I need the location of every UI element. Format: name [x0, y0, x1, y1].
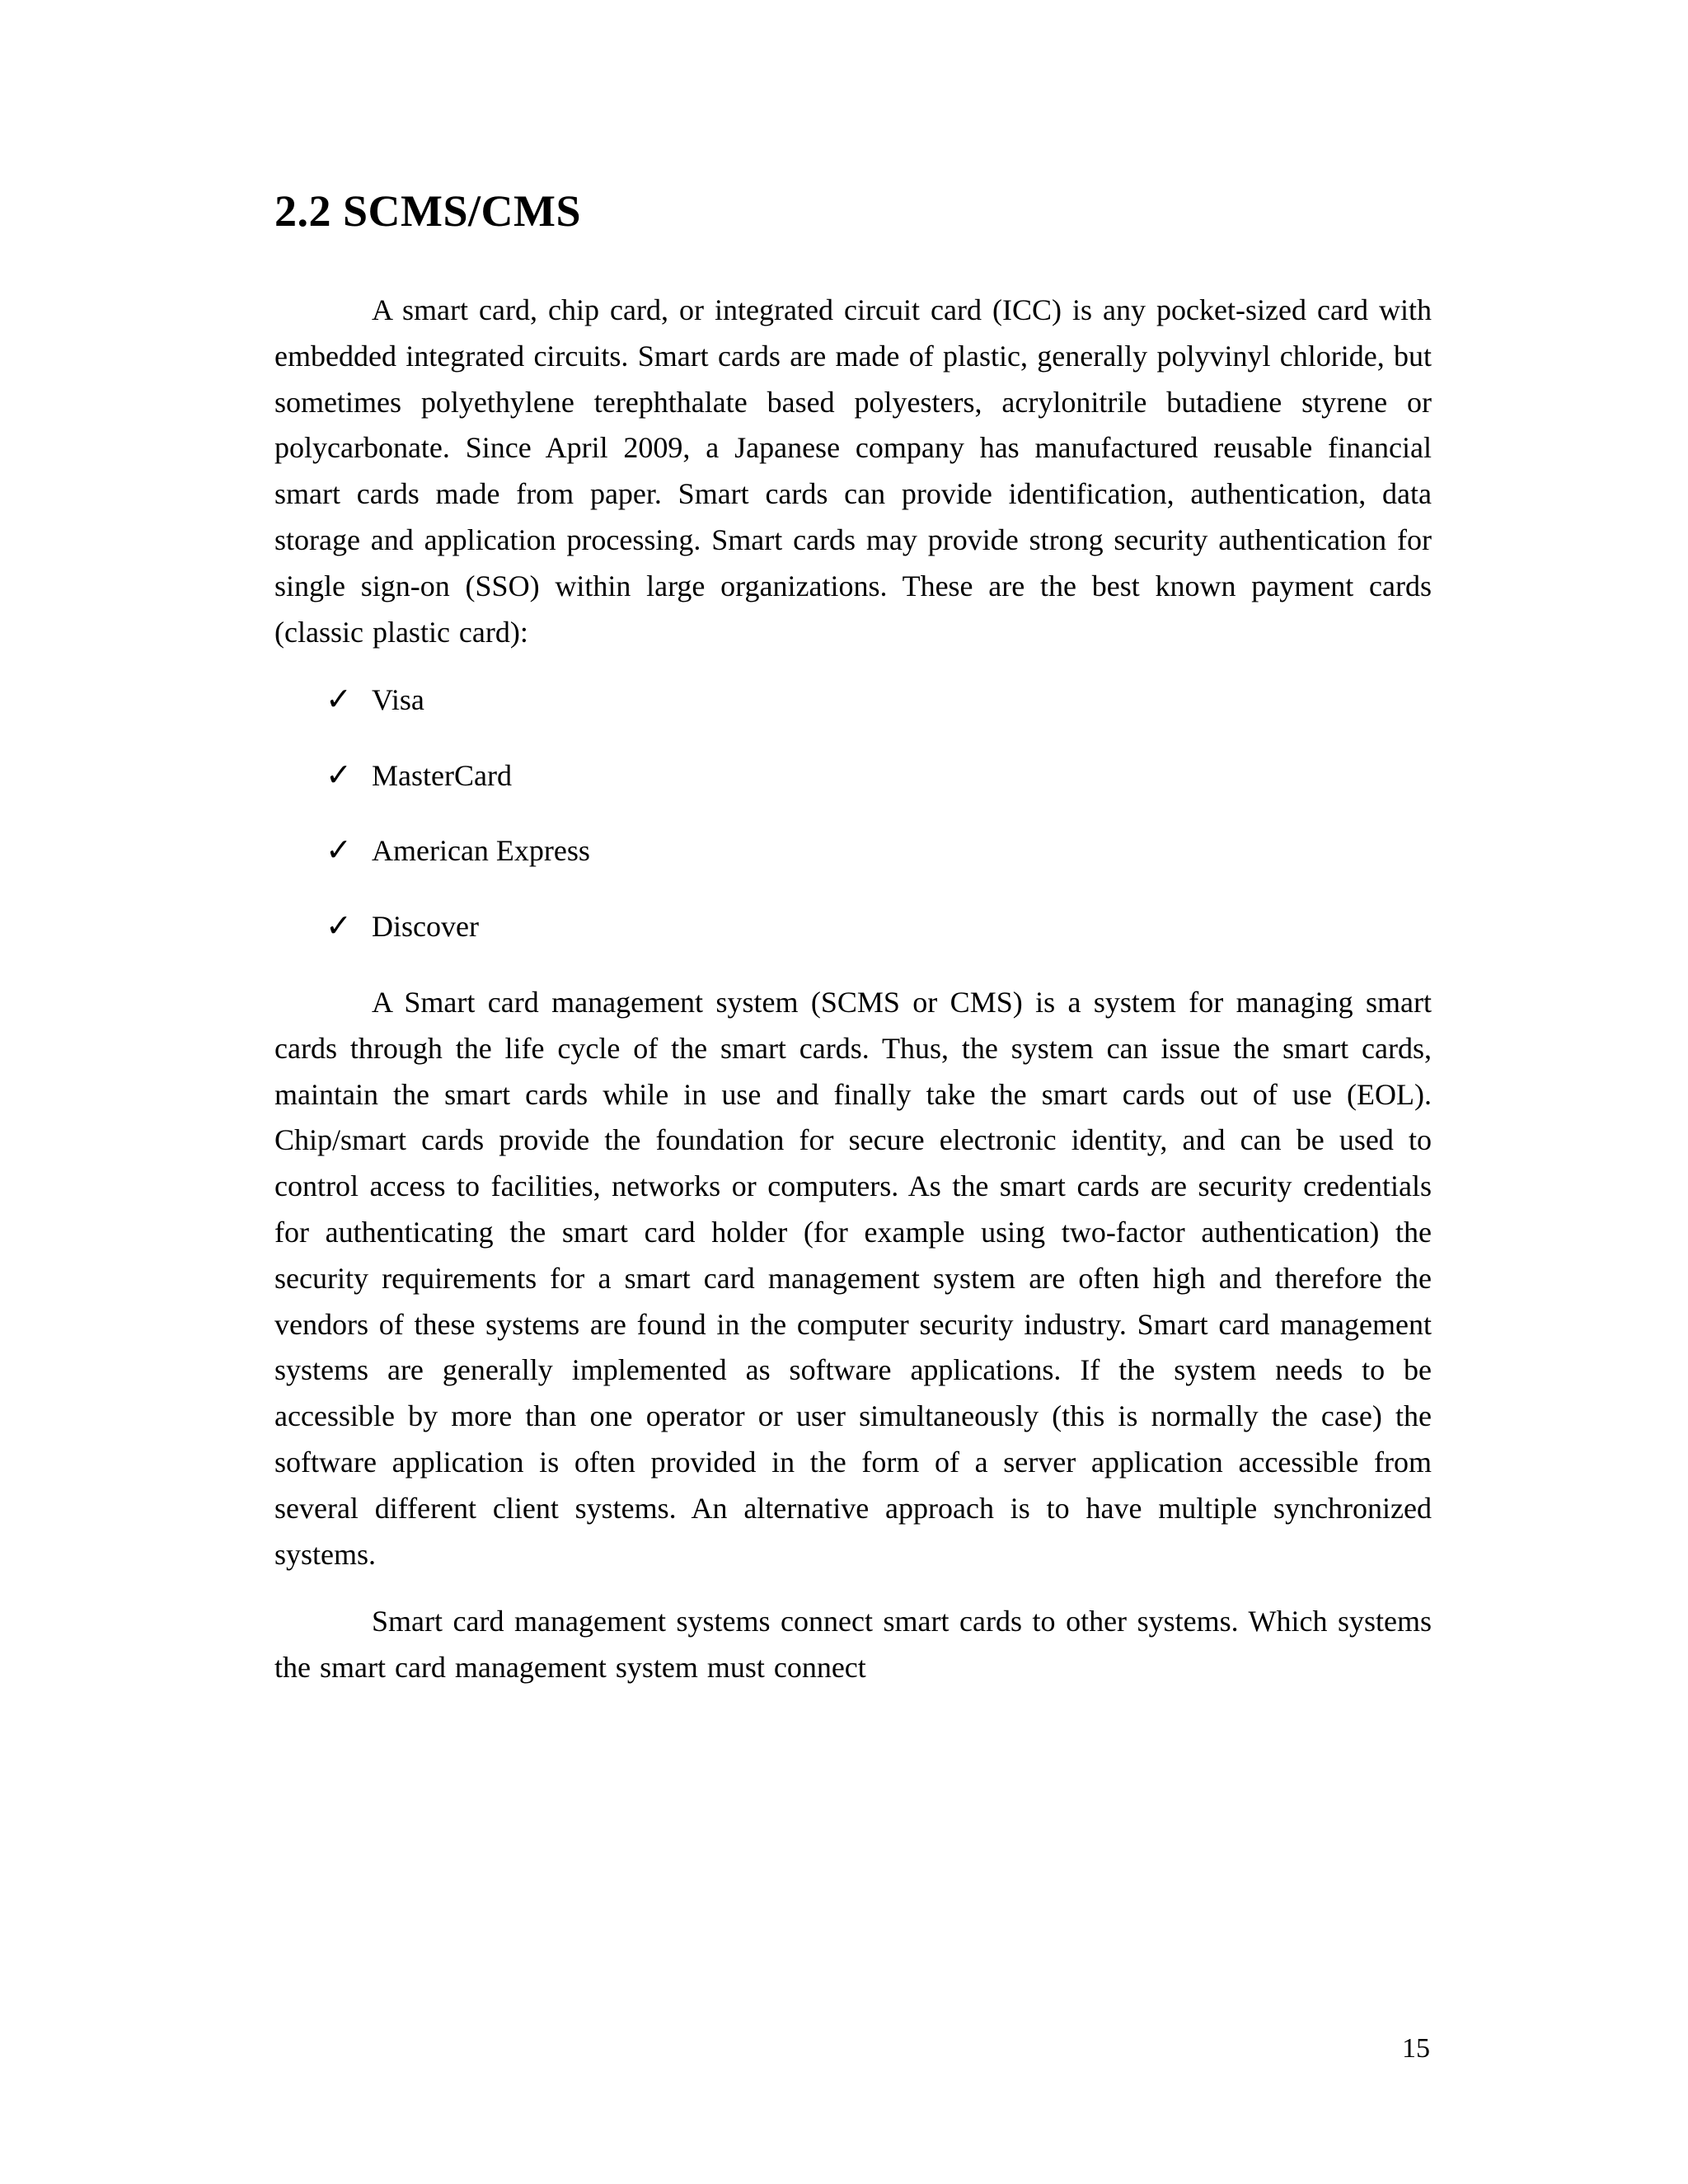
paragraph-intro: A smart card, chip card, or integrated circuit card (ICC) is any pocket-sized card with embedded integrated circuits. Smart cards are made of plastic, generally polyvinyl chloride, but sometimes polyethylene terephthalate based polyesters, acrylonitrile butadiene styrene or polycarbonate. Since April 2009, a Japanese company has manufactured reusable financial smart cards made from paper. Smart cards can provide identification, authentication, data storage and application processing. Smart cards may provide strong security authentication for single sign-on (SSO) within large organizations. These are the best known payment cards (classic plastic card):	[274, 293, 1432, 649]
paragraph-connect: Smart card management systems connect smart cards to other systems. Which systems the smart card management system must connect	[274, 1605, 1432, 1685]
checkmark-icon: ✓	[326, 908, 352, 944]
list-item	[274, 756, 1432, 796]
paragraph-scms: A Smart card management system (SCMS or CMS) is a system for managing smart cards through the life cycle of the smart cards. Thus, the system can issue the smart cards, maintain the smart cards while in use and finally take the smart cards out of use (EOL). Chip/smart cards provide the foundation for secure electronic identity, and can be used to control access to facilities, networks or computers. As the smart cards are security credentials for authenticating the smart card holder (for example using two-factor authentication) the security requirements for a smart card management system are often high and therefore the vendors of these systems are found in the computer security industry. Smart card management systems are generally implemented as software applications. If the system needs to be accessible by more than one operator or user simultaneously (this is normally the case) the software application is often provided in the form of a server application accessible from several different client systems. An alternative approach is to have multiple synchronized systems.	[274, 985, 1432, 1571]
list-item-label: Visa	[372, 683, 424, 717]
section-heading: 2.2 SCMS/CMS	[274, 186, 582, 236]
list-item	[274, 907, 1432, 947]
list-item-label: American Express	[372, 834, 590, 868]
checkmark-icon: ✓	[326, 833, 352, 869]
checkmark-icon: ✓	[326, 757, 352, 793]
list-item-label: Discover	[372, 909, 479, 943]
list-item-label: MasterCard	[372, 758, 512, 792]
payment-cards-list	[274, 680, 1432, 947]
checkmark-icon: ✓	[326, 682, 352, 718]
page-number: 15	[1402, 2033, 1430, 2064]
list-item	[274, 831, 1432, 871]
list-item	[274, 680, 1432, 720]
text-block	[274, 185, 1432, 1691]
